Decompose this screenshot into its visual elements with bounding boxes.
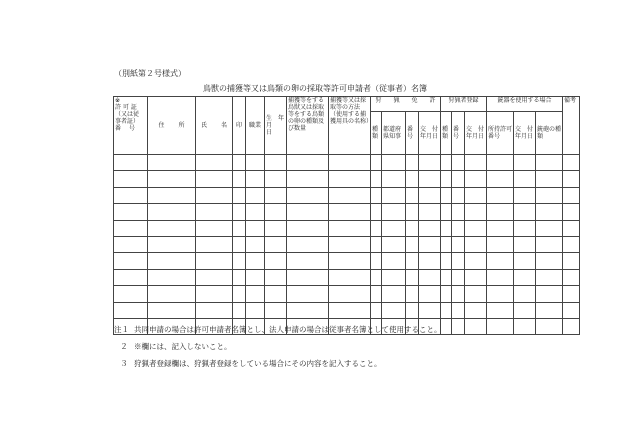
table-cell <box>148 236 196 252</box>
table-cell <box>265 286 287 302</box>
table-cell <box>287 220 329 236</box>
note-2-mark: ２ <box>120 342 128 351</box>
table-cell <box>148 269 196 285</box>
note-3-text: 狩猟者登録欄は、狩猟者登録をしている場合にその内容を記入すること。 <box>134 359 382 368</box>
table-cell <box>233 302 246 318</box>
table-row <box>114 253 580 269</box>
table-cell <box>196 171 233 187</box>
table-cell <box>452 220 465 236</box>
table-cell <box>371 171 382 187</box>
table-cell <box>382 302 406 318</box>
table-cell <box>536 171 563 187</box>
table-row <box>114 220 580 236</box>
table-cell <box>514 155 536 171</box>
notes-section <box>114 321 442 372</box>
table-cell <box>441 269 452 285</box>
table-cell <box>563 204 580 220</box>
table-cell <box>148 204 196 220</box>
table-cell <box>563 187 580 203</box>
table-cell <box>514 236 536 252</box>
table-cell <box>487 187 514 203</box>
table-cell <box>265 171 287 187</box>
table-cell <box>371 187 382 203</box>
table-cell <box>406 236 419 252</box>
header-permit-number: ※ 許 可 証 （又は従 事者証） 番 号 <box>114 97 148 155</box>
table-cell <box>465 220 487 236</box>
table-cell <box>452 302 465 318</box>
header-occupation: 職業 <box>246 97 265 155</box>
table-cell <box>246 171 265 187</box>
header-address: 住 所 <box>148 97 196 155</box>
table-cell <box>196 155 233 171</box>
table-cell <box>114 171 148 187</box>
table-cell <box>329 171 371 187</box>
table-cell <box>329 204 371 220</box>
table-row <box>114 204 580 220</box>
table-cell <box>114 302 148 318</box>
table-cell <box>233 220 246 236</box>
table-row <box>114 187 580 203</box>
note-2 <box>114 338 442 355</box>
subheader-gun-type: 銃砲の種 類 <box>536 112 563 155</box>
table-cell <box>487 204 514 220</box>
table-cell <box>246 236 265 252</box>
table-cell <box>114 236 148 252</box>
table-cell <box>382 286 406 302</box>
register-table <box>113 96 580 335</box>
note-1-mark: 注１ <box>114 325 129 334</box>
subheader-gun-permit-number: 所持許可番号 <box>487 112 514 155</box>
table-cell <box>246 302 265 318</box>
table-cell <box>233 286 246 302</box>
table-cell <box>371 155 382 171</box>
header-hunting-license: 狩 猟 免 許 <box>371 97 441 112</box>
table-cell <box>287 269 329 285</box>
table-cell <box>452 171 465 187</box>
table-cell <box>487 171 514 187</box>
table-cell <box>196 302 233 318</box>
table-cell <box>536 155 563 171</box>
table-cell <box>114 253 148 269</box>
table-cell <box>441 171 452 187</box>
table-cell <box>536 187 563 203</box>
table-cell <box>563 269 580 285</box>
note-3-mark: ３ <box>120 359 128 368</box>
table-cell <box>536 253 563 269</box>
table-cell <box>419 187 441 203</box>
table-cell <box>371 269 382 285</box>
table-cell <box>265 204 287 220</box>
table-cell <box>563 171 580 187</box>
table-cell <box>287 155 329 171</box>
table-cell <box>514 204 536 220</box>
table-cell <box>148 302 196 318</box>
table-cell <box>563 253 580 269</box>
table-cell <box>536 302 563 318</box>
table-cell <box>514 187 536 203</box>
table-cell <box>487 302 514 318</box>
table-cell <box>514 269 536 285</box>
table-cell <box>441 253 452 269</box>
subheader-registration-date: 交 付 年月日 <box>465 112 487 155</box>
table-cell <box>441 187 452 203</box>
table-cell <box>265 253 287 269</box>
table-cell <box>233 269 246 285</box>
table-cell <box>114 187 148 203</box>
table-cell <box>452 236 465 252</box>
subheader-license-type: 種類 <box>371 112 382 155</box>
table-cell <box>382 171 406 187</box>
table-cell <box>246 155 265 171</box>
table-cell <box>371 286 382 302</box>
table-cell <box>148 171 196 187</box>
header-hunter-registration: 狩猟者登録 <box>441 97 487 112</box>
table-cell <box>487 236 514 252</box>
table-cell <box>419 236 441 252</box>
table-cell <box>465 204 487 220</box>
table-cell <box>114 204 148 220</box>
table-cell <box>287 286 329 302</box>
table-row <box>114 269 580 285</box>
table-row <box>114 302 580 318</box>
table-cell <box>371 253 382 269</box>
table-cell <box>233 187 246 203</box>
table-cell <box>114 269 148 285</box>
table-cell <box>419 286 441 302</box>
table-cell <box>406 269 419 285</box>
table-cell <box>382 155 406 171</box>
table-cell <box>441 204 452 220</box>
header-method: 捕獲等又は採取等の方法（使用する捕獲用具の名称） <box>329 97 371 155</box>
table-cell <box>371 236 382 252</box>
table-cell <box>487 253 514 269</box>
table-cell <box>419 204 441 220</box>
table-cell <box>287 236 329 252</box>
table-cell <box>287 204 329 220</box>
table-cell <box>514 220 536 236</box>
table-cell <box>371 204 382 220</box>
table-cell <box>487 220 514 236</box>
table-cell <box>514 318 536 334</box>
table-cell <box>441 220 452 236</box>
table-cell <box>382 269 406 285</box>
subheader-registration-type: 種類 <box>441 112 452 155</box>
header-species: 捕獲等をする鳥獣又は採取等をする鳥類の卵の種類及び数量 <box>287 97 329 155</box>
table-cell <box>406 286 419 302</box>
note-3 <box>114 355 442 372</box>
table-cell <box>441 302 452 318</box>
table-cell <box>329 187 371 203</box>
header-name: 氏 名 <box>196 97 233 155</box>
table-cell <box>536 204 563 220</box>
table-cell <box>563 220 580 236</box>
table-cell <box>465 253 487 269</box>
table-cell <box>419 155 441 171</box>
table-cell <box>563 155 580 171</box>
table-cell <box>465 187 487 203</box>
table-cell <box>246 204 265 220</box>
table-cell <box>487 155 514 171</box>
table-cell <box>246 220 265 236</box>
table-cell <box>382 187 406 203</box>
table-cell <box>265 187 287 203</box>
table-cell <box>441 236 452 252</box>
table-cell <box>196 236 233 252</box>
table-cell <box>233 236 246 252</box>
table-cell <box>287 253 329 269</box>
table-cell <box>536 236 563 252</box>
table-cell <box>563 236 580 252</box>
note-1-text: 共同申請の場合は許可申請者名簿とし、法人申請の場合は従事者名簿として使用すること。 <box>134 325 442 334</box>
table-cell <box>265 236 287 252</box>
table-cell <box>329 253 371 269</box>
table-cell <box>406 253 419 269</box>
table-cell <box>287 171 329 187</box>
table-cell <box>246 269 265 285</box>
table-cell <box>452 269 465 285</box>
table-cell <box>233 155 246 171</box>
subheader-license-date: 交 付 年月日 <box>419 112 441 155</box>
table-cell <box>563 286 580 302</box>
table-cell <box>233 253 246 269</box>
note-2-text: ※欄には、記入しないこと。 <box>134 342 232 351</box>
table-cell <box>148 286 196 302</box>
table-cell <box>329 155 371 171</box>
table-cell <box>419 302 441 318</box>
table-cell <box>406 220 419 236</box>
table-cell <box>452 253 465 269</box>
table-cell <box>536 269 563 285</box>
table-cell <box>419 171 441 187</box>
table-cell <box>563 318 580 334</box>
table-cell <box>329 220 371 236</box>
table-cell <box>148 220 196 236</box>
table-row <box>114 236 580 252</box>
table-cell <box>265 302 287 318</box>
table-cell <box>452 155 465 171</box>
table-cell <box>514 253 536 269</box>
table-cell <box>114 286 148 302</box>
table-cell <box>148 187 196 203</box>
table-cell <box>487 318 514 334</box>
table-cell <box>465 318 487 334</box>
table-cell <box>514 302 536 318</box>
table-cell <box>196 269 233 285</box>
header-seal: 印 <box>233 97 246 155</box>
table-cell <box>265 155 287 171</box>
table-cell <box>114 220 148 236</box>
table-row <box>114 286 580 302</box>
table-cell <box>465 171 487 187</box>
table-cell <box>419 253 441 269</box>
table-cell <box>452 318 465 334</box>
table-cell <box>419 269 441 285</box>
table-cell <box>441 286 452 302</box>
form-number: （別紙第２号様式） <box>114 69 186 78</box>
table-cell <box>406 302 419 318</box>
table-cell <box>329 302 371 318</box>
table-cell <box>441 155 452 171</box>
table-cell <box>406 171 419 187</box>
table-cell <box>329 236 371 252</box>
table-cell <box>536 318 563 334</box>
table-cell <box>246 286 265 302</box>
subheader-license-number: 番号 <box>406 112 419 155</box>
table-cell <box>514 171 536 187</box>
table-cell <box>329 286 371 302</box>
table-cell <box>465 155 487 171</box>
table-cell <box>371 220 382 236</box>
table-row <box>114 171 580 187</box>
table-cell <box>419 220 441 236</box>
subheader-registration-number: 番号 <box>452 112 465 155</box>
table-cell <box>452 204 465 220</box>
table-cell <box>196 286 233 302</box>
table-cell <box>287 187 329 203</box>
table-cell <box>465 302 487 318</box>
table-cell <box>487 286 514 302</box>
table-cell <box>406 155 419 171</box>
header-gun-permit: 銃器を使用する場合 <box>487 97 563 112</box>
table-cell <box>196 253 233 269</box>
table-cell <box>382 220 406 236</box>
table-cell <box>563 302 580 318</box>
table-cell <box>114 155 148 171</box>
table-cell <box>441 318 452 334</box>
table-cell <box>196 204 233 220</box>
table-row <box>114 155 580 171</box>
table-cell <box>265 269 287 285</box>
table-cell <box>536 220 563 236</box>
table-cell <box>406 187 419 203</box>
subheader-gun-date: 交 付 年月日 <box>514 112 536 155</box>
table-cell <box>382 253 406 269</box>
table-cell <box>148 155 196 171</box>
header-birth-date: 生 年 月 日 <box>265 97 287 155</box>
header-remarks: 備考 <box>563 97 580 155</box>
table-cell <box>329 269 371 285</box>
table-cell <box>246 253 265 269</box>
table-cell <box>233 204 246 220</box>
table-cell <box>487 269 514 285</box>
table-cell <box>371 302 382 318</box>
table-cell <box>265 220 287 236</box>
table-cell <box>196 220 233 236</box>
table-cell <box>148 253 196 269</box>
note-1 <box>114 321 442 338</box>
table-cell <box>465 269 487 285</box>
table-cell <box>406 204 419 220</box>
table-cell <box>465 236 487 252</box>
table-cell <box>452 187 465 203</box>
table-cell <box>382 236 406 252</box>
table-cell <box>233 171 246 187</box>
table-cell <box>465 286 487 302</box>
document-title: 鳥獣の捕獲等又は鳥類の卵の採取等許可申請者（従事者）名簿 <box>203 84 427 93</box>
table-cell <box>452 286 465 302</box>
table-cell <box>196 187 233 203</box>
table-cell <box>514 286 536 302</box>
table-cell <box>536 286 563 302</box>
table-cell <box>287 302 329 318</box>
subheader-license-prefecture: 都道府県知事 <box>382 112 406 155</box>
table-cell <box>382 204 406 220</box>
table-cell <box>246 187 265 203</box>
